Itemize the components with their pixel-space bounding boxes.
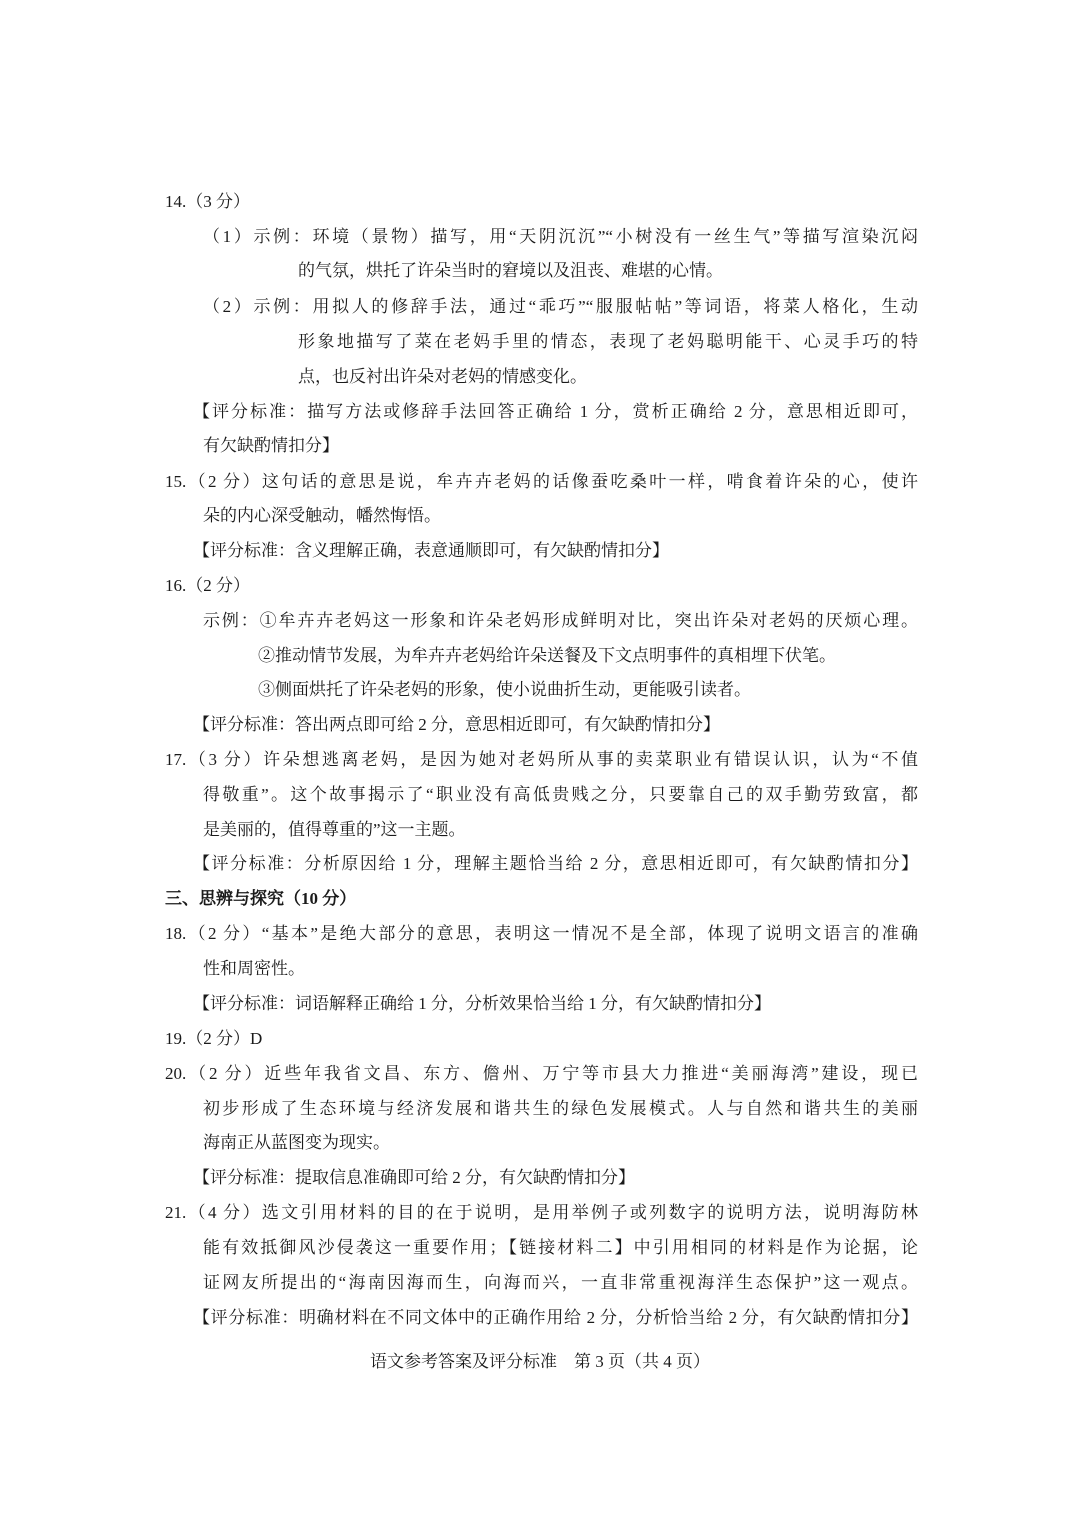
page-footer: 语文参考答案及评分标准 第 3 页（共 4 页）: [370, 1352, 710, 1371]
scoring-criteria-line: 有欠缺酌情扣分】: [203, 436, 339, 455]
answer-line: 点，也反衬出许朵对老妈的情感变化。: [298, 367, 587, 386]
answer-line: 的气氛，烘托了许朵当时的窘境以及沮丧、难堪的心情。: [298, 261, 723, 280]
scoring-criteria-line: 【评分标准：描写方法或修辞手法回答正确给 1 分，赏析正确给 2 分，意思相近即可，: [193, 402, 918, 421]
answer-line: 性和周密性。: [203, 959, 305, 978]
question-line: 17.（3 分）许朵想逃离老妈，是因为她对老妈所从事的卖菜职业有错误认识，认为“不值: [165, 750, 918, 769]
scoring-criteria-line: 【评分标准：明确材料在不同文体中的正确作用给 2 分，分析恰当给 2 分，有欠缺酌情扣分】: [193, 1308, 918, 1327]
scoring-criteria-line: 【评分标准：答出两点即可给 2 分，意思相近即可，有欠缺酌情扣分】: [193, 715, 720, 734]
answer-line: 初步形成了生态环境与经济发展和谐共生的绿色发展模式。人与自然和谐共生的美丽: [203, 1099, 918, 1118]
scoring-criteria-line: 【评分标准：分析原因给 1 分，理解主题恰当给 2 分，意思相近即可，有欠缺酌情扣分】: [193, 854, 918, 873]
question-line: 16.（2 分）: [165, 576, 250, 595]
scoring-criteria-line: 【评分标准：词语解释正确给 1 分，分析效果恰当给 1 分，有欠缺酌情扣分】: [193, 994, 771, 1013]
question-line: 21.（4 分）选文引用材料的目的在于说明，是用举例子或列数字的说明方法，说明海防林: [165, 1203, 918, 1222]
question-line: 15.（2 分）这句话的意思是说，牟卉卉老妈的话像蚕吃桑叶一样，啃食着许朵的心，使许: [165, 472, 918, 491]
answer-line: 示例：①牟卉卉老妈这一形象和许朵老妈形成鲜明对比，突出许朵对老妈的厌烦心理。: [203, 611, 918, 630]
answer-line: 能有效抵御风沙侵袭这一重要作用；【链接材料二】中引用相同的材料是作为论据，论: [203, 1238, 918, 1257]
answer-line: 是美丽的，值得尊重的”这一主题。: [203, 820, 466, 839]
answer-line: （1）示例：环境（景物）描写，用“天阴沉沉”“小树没有一丝生气”等描写渲染沉闷: [203, 227, 918, 246]
answer-line: 海南正从蓝图变为现实。: [203, 1133, 390, 1152]
question-line: 20.（2 分）近些年我省文昌、东方、儋州、万宁等市县大力推进“美丽海湾”建设，现已: [165, 1064, 918, 1083]
question-line: 14.（3 分）: [165, 192, 250, 211]
answer-line: 证网友所提出的“海南因海而生，向海而兴，一直非常重视海洋生态保护”这一观点。: [203, 1273, 918, 1292]
answer-line: （2）示例：用拟人的修辞手法，通过“乖巧”“服服帖帖”等词语，将菜人格化，生动: [203, 297, 918, 316]
scoring-criteria-line: 【评分标准：含义理解正确，表意通顺即可，有欠缺酌情扣分】: [193, 541, 669, 560]
question-line: 18.（2 分）“基本”是绝大部分的意思，表明这一情况不是全部，体现了说明文语言的准确: [165, 924, 918, 943]
question-line: 19.（2 分）D: [165, 1029, 263, 1048]
section-heading: 三、思辨与探究（10 分）: [165, 889, 357, 908]
answer-line: 形象地描写了菜在老妈手里的情态，表现了老妈聪明能干、心灵手巧的特: [298, 332, 918, 351]
scoring-criteria-line: 【评分标准：提取信息准确即可给 2 分，有欠缺酌情扣分】: [193, 1168, 635, 1187]
answer-line: 朵的内心深受触动，幡然悔悟。: [203, 506, 441, 525]
answer-line: ③侧面烘托了许朵老妈的形象，使小说曲折生动，更能吸引读者。: [258, 680, 751, 699]
answer-line: ②推动情节发展，为牟卉卉老妈给许朵送餐及下文点明事件的真相埋下伏笔。: [258, 646, 836, 665]
answer-line: 得敬重”。这个故事揭示了“职业没有高低贵贱之分，只要靠自己的双手勤劳致富，都: [203, 785, 918, 804]
